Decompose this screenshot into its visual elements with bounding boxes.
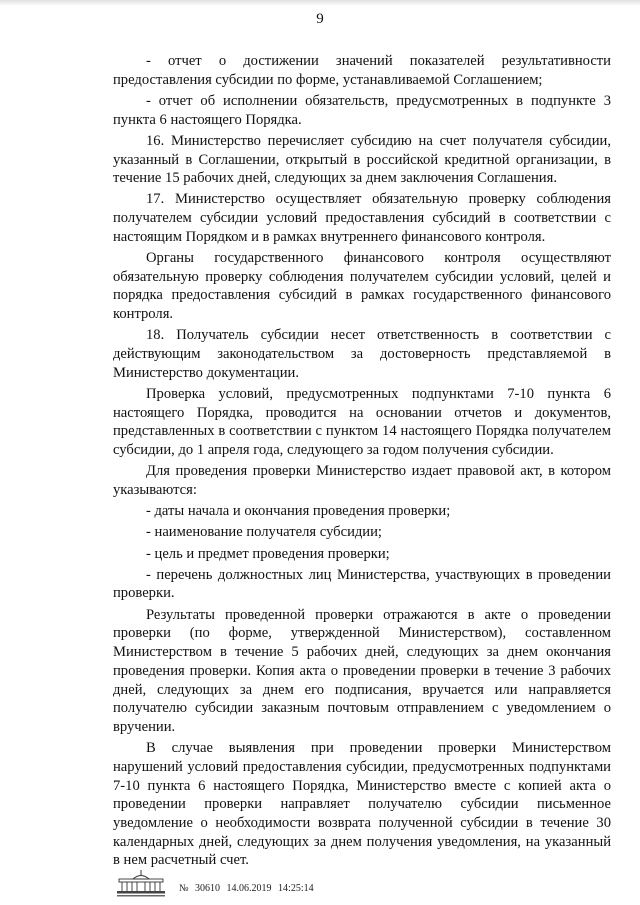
- document-registration: [179, 883, 318, 894]
- paragraph: 16. Министерство перечисляет субсидию на счет получателя субсидии, указанный в Соглашении, открытый в российской кредитной организации, в течение 15 рабочих дней, следующих за днем заключения Соглашения.: [113, 132, 611, 187]
- paragraph: Результаты проведенной проверки отражаются в акте о проведении проверки (по форме, утвержденной Министерством), составленном Министерством в течение 5 рабочих дней, следующих за днем окончания проведения проверки. Копия акта о проведении проверки в течение 3 рабочих дней, следующих за днем его подписания, вручается или направляется получателю субсидии заказным почтовым отправлением с уведомлением о вручении.: [113, 606, 611, 735]
- scan-edge: [0, 0, 640, 6]
- footer-stamp: [113, 868, 318, 898]
- document-time: 14:25:14: [278, 883, 314, 894]
- page-number: 9: [316, 11, 324, 27]
- document-body: [113, 52, 611, 873]
- government-building-logo-icon: [113, 868, 169, 898]
- paragraph: Органы государственного финансового контроля осуществляют обязательную проверку соблюдения получателем субсидии условий, целей и порядка предоставления субсидий в рамках государственного финансового контроля.: [113, 250, 611, 323]
- number-sign: №: [179, 883, 189, 894]
- document-date: 14.06.2019: [226, 883, 272, 894]
- paragraph: 18. Получатель субсидии несет ответственность в соответствии с действующим законодательством за достоверность представляемой в Министерство документации.: [113, 327, 611, 381]
- paragraph: - отчет об исполнении обязательств, предусмотренных в подпункте 3 пункта 6 настоящего Порядка.: [113, 92, 611, 128]
- paragraph: - перечень должностных лиц Министерства, участвующих в проведении проверки.: [113, 566, 611, 602]
- paragraph: Проверка условий, предусмотренных подпунктами 7-10 пункта 6 настоящего Порядка, проводится на основании отчетов и документов, представленных в соответствии с пунктом 14 настоящего Порядка получателем субсидии, до 1 апреля года, следующего за годом получения субсидии.: [113, 385, 611, 459]
- paragraph: 17. Министерство осуществляет обязательную проверку соблюдения получателем субсидии условий предоставления субсидий в соответствии с настоящим Порядком и в рамках внутреннего финансового контроля.: [113, 191, 611, 245]
- paragraph: - наименование получателя субсидии;: [146, 524, 382, 541]
- paragraph: Для проведения проверки Министерство издает правовой акт, в котором указываются:: [113, 463, 611, 498]
- paragraph: - цель и предмет проведения проверки;: [146, 545, 390, 562]
- document-number: 30610: [195, 883, 221, 894]
- paragraph: - даты начала и окончания проведения проверки;: [146, 503, 451, 520]
- paragraph: В случае выявления при проведении проверки Министерством нарушений условий предоставления субсидии, предусмотренных подпунктами 7-10 пункта 6 настоящего Порядка, Министерство вместе с копией акта о проведении проверки направляет получателю субсидии письменное уведомление о необходимости возврата полученной субсидии в течение 30 календарных дней, следующих за днем получения уведомления, на указанный в нем расчетный счет.: [113, 740, 611, 869]
- paragraph: - отчет о достижении значений показателей результативности предоставления субсидии по форме, устанавливаемой Соглашением;: [113, 53, 611, 88]
